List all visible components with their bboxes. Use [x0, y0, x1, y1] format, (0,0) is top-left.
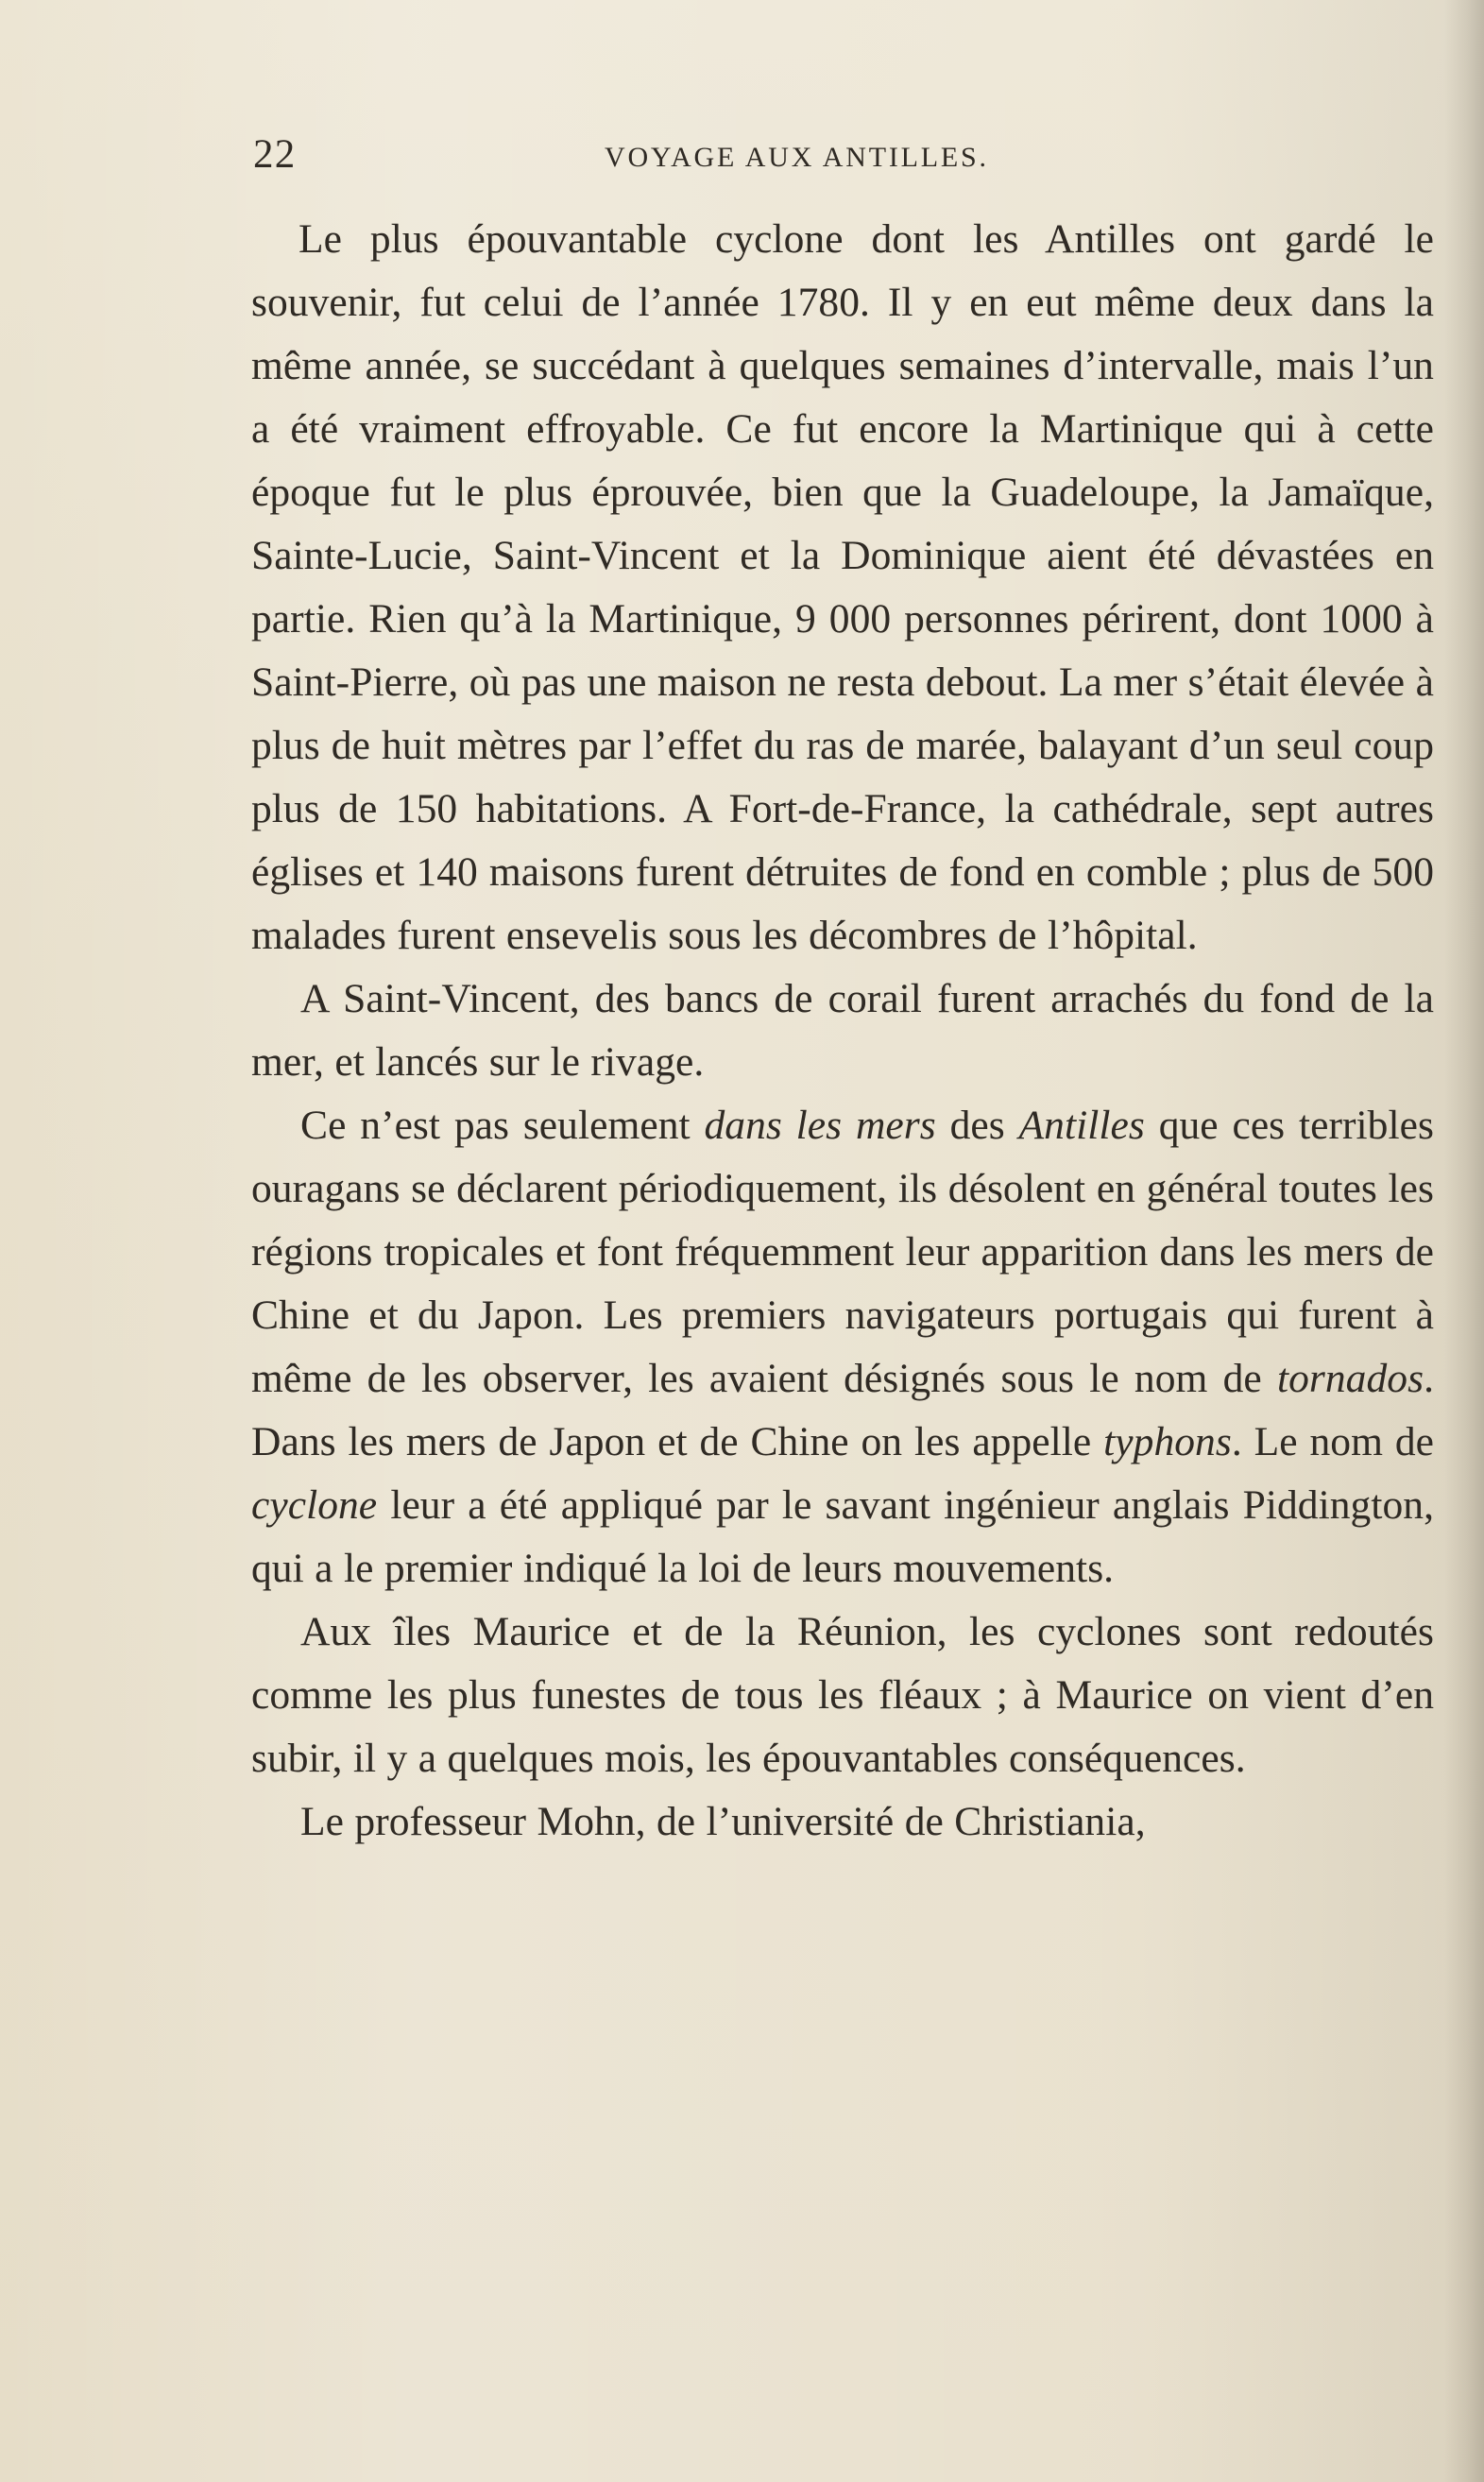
page-body: [251, 208, 1434, 1854]
paragraph-3-text-6: leur a été appliqué par le savant ingénieur anglais Piddington, qui a le premier indiqué la loi de leurs mouvements.: [251, 1482, 1434, 1591]
paragraph-3-italic-5: cyclone: [251, 1482, 378, 1528]
paragraph-3-text-5: . Le nom de: [1231, 1419, 1434, 1464]
paragraph-2: A Saint-Vincent, des bancs de corail furent arrachés du fond de la mer, et lancés sur le rivage.: [251, 976, 1434, 1085]
paragraph-3-text-1: Ce n’est pas seulement: [300, 1103, 691, 1148]
paragraph-3-text-3: que ces terribles ouragans se déclarent périodiquement, ils désolent en général toutes les régions tropicales et font fréquemment leur apparition dans les mers de Chine et du Japon. Les premiers navigateurs portugais qui furent à même de les observer, les avaient désignés sous le nom de: [251, 1103, 1434, 1401]
paragraph-3: [251, 1094, 1434, 1600]
paragraph-3-italic-1: dans les mers: [704, 1103, 936, 1148]
paragraph-3-text-2: des: [949, 1103, 1005, 1148]
paragraph-3-italic-4: typhons: [1103, 1419, 1232, 1464]
paragraph-3-text-4: . Dans les mers de Japon et de Chine on les appelle: [251, 1356, 1434, 1464]
paragraph-5: Le professeur Mohn, de l’université de Christiania,: [300, 1799, 1146, 1844]
paragraph-3-italic-3: tornados: [1276, 1356, 1424, 1401]
page-header: [253, 130, 1436, 187]
spine-shadow: [1444, 0, 1484, 2482]
paragraph-4: Aux îles Maurice et de la Réunion, les cyclones sont redoutés comme les plus funestes de tous les fléaux ; à Maurice on vient d’en subir, il y a quelques mois, les épouvantables conséquences.: [251, 1609, 1434, 1781]
paragraph-1: Le plus épouvantable cyclone dont les Antilles ont gardé le souvenir, fut celui de l’année 1780. Il y en eut même deux dans la même année, se succédant à quelques semaines d’intervalle, mais l’un a été vraiment effroyable. Ce fut encore la Martinique qui à cette époque fut le plus éprouvée, bien que la Guadeloupe, la Jamaïque, Sainte-Lucie, Saint-Vincent et la Dominique aient été dévastées en partie. Rien qu’à la Martinique, 9 000 personnes périrent, dont 1000 à Saint-Pierre, où pas une maison ne resta debout. La mer s’était élevée à plus de huit mètres par l’effet du ras de marée, balayant d’un seul coup plus de 150 habitations. A Fort-de-France, la cathédrale, sept autres églises et 140 maisons furent détruites de fond en comble ; plus de 500 malades furent ensevelis sous les décombres de l’hôpital.: [251, 216, 1434, 958]
paragraph-3-italic-2: Antilles: [1018, 1103, 1145, 1148]
page-number: 22: [253, 132, 297, 177]
running-head: VOYAGE AUX ANTILLES.: [605, 142, 989, 173]
